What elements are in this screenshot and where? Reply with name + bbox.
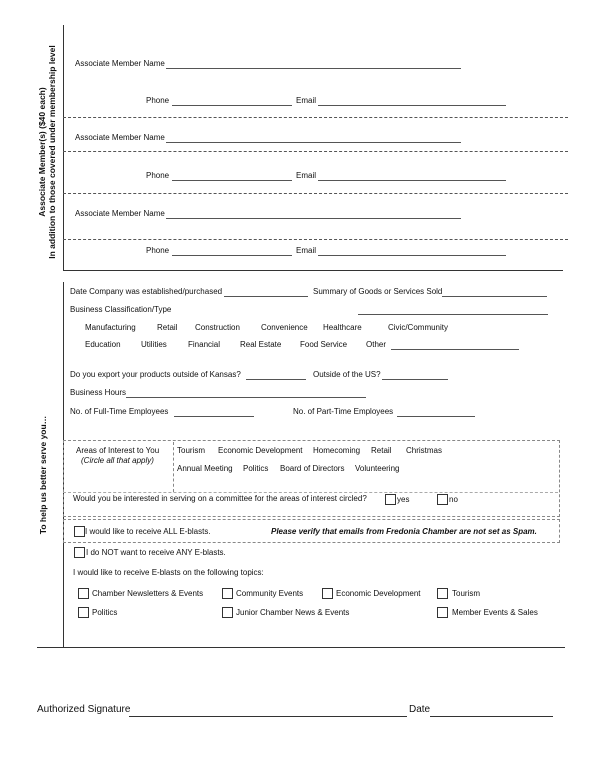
eblast-none-checkbox[interactable]	[74, 547, 85, 558]
topic-junior-chamber-checkbox[interactable]	[222, 607, 233, 618]
signature-date-field[interactable]	[430, 716, 553, 717]
member-name-field-2[interactable]	[166, 142, 461, 143]
export-us-label: Outside of the US?	[313, 370, 381, 379]
committee-no-checkbox[interactable]	[437, 494, 448, 505]
signature-date-label: Date	[409, 704, 431, 715]
email-field-3[interactable]	[318, 255, 506, 256]
classification-healthcare[interactable]: Healthcare	[323, 323, 362, 332]
topic-junior-chamber-label: Junior Chamber News & Events	[236, 608, 350, 617]
interest-volunteering[interactable]: Volunteering	[355, 464, 400, 473]
summary-field-2[interactable]	[358, 314, 548, 315]
classification-utilities[interactable]: Utilities	[141, 340, 167, 349]
spam-note: Please verify that emails from Fredonia Chamber are not set as Spam.	[271, 527, 537, 536]
summary-label: Summary of Goods or Services Sold	[313, 287, 443, 296]
phone-field-3[interactable]	[172, 255, 292, 256]
phone-label-1: Phone	[146, 96, 170, 105]
classification-education[interactable]: Education	[85, 340, 121, 349]
serve-side-label: To help us better serve you…	[38, 415, 48, 535]
summary-field-1[interactable]	[442, 296, 547, 297]
phone-field-1[interactable]	[172, 105, 292, 106]
date-established-field[interactable]	[224, 296, 308, 297]
interest-box-row-divider	[63, 492, 558, 493]
topic-chamber-newsletters-checkbox[interactable]	[78, 588, 89, 599]
classification-manufacturing[interactable]: Manufacturing	[85, 323, 136, 332]
signature-label: Authorized Signature	[37, 704, 131, 715]
topic-tourism-checkbox[interactable]	[437, 588, 448, 599]
phone-label-3: Phone	[146, 246, 170, 255]
date-established-label: Date Company was established/purchased	[70, 287, 223, 296]
classification-civic-community[interactable]: Civic/Community	[388, 323, 449, 332]
interest-board-of-directors[interactable]: Board of Directors	[280, 464, 345, 473]
phone-field-2[interactable]	[172, 180, 292, 181]
member-divider-2b	[63, 193, 568, 194]
associate-side-label-line2: In addition to those covered under membership level	[47, 45, 57, 259]
interest-retail[interactable]: Retail	[371, 446, 392, 455]
email-label-1: Email	[296, 96, 317, 105]
classification-food-service[interactable]: Food Service	[300, 340, 348, 349]
email-field-2[interactable]	[318, 180, 506, 181]
interest-annual-meeting[interactable]: Annual Meeting	[177, 464, 233, 473]
eblast-all-label: I would like to receive ALL E-blasts.	[85, 527, 211, 536]
part-time-field[interactable]	[397, 416, 475, 417]
classification-retail[interactable]: Retail	[157, 323, 178, 332]
interest-tourism[interactable]: Tourism	[177, 446, 206, 455]
member-name-label-3: Associate Member Name	[75, 209, 165, 218]
classification-other-field[interactable]	[391, 349, 519, 350]
interest-box-divider	[173, 442, 174, 492]
serve-section-bottom-border	[37, 647, 565, 648]
interest-christmas[interactable]: Christmas	[406, 446, 443, 455]
full-time-field[interactable]	[174, 416, 254, 417]
member-name-label-1: Associate Member Name	[75, 59, 165, 68]
committee-yes-checkbox[interactable]	[385, 494, 396, 505]
committee-no-label: no	[449, 495, 458, 504]
member-divider-3	[63, 239, 568, 240]
classification-construction[interactable]: Construction	[195, 323, 240, 332]
export-kansas-field[interactable]	[246, 379, 306, 380]
interest-homecoming[interactable]: Homecoming	[313, 446, 361, 455]
full-time-label: No. of Full-Time Employees	[70, 407, 169, 416]
eblast-all-checkbox[interactable]	[74, 526, 85, 537]
eblast-none-label: I do NOT want to receive ANY E-blasts.	[86, 548, 226, 557]
topic-politics-checkbox[interactable]	[78, 607, 89, 618]
business-hours-field[interactable]	[126, 397, 366, 398]
topic-economic-development-checkbox[interactable]	[322, 588, 333, 599]
member-name-field-1[interactable]	[166, 68, 461, 69]
classification-convenience[interactable]: Convenience	[261, 323, 308, 332]
interest-politics[interactable]: Politics	[243, 464, 269, 473]
topic-tourism-label: Tourism	[452, 589, 481, 598]
topic-economic-development-label: Economic Development	[336, 589, 421, 598]
topic-community-events-label: Community Events	[236, 589, 304, 598]
export-us-field[interactable]	[382, 379, 448, 380]
associate-side-label-line1: Associate Member(s) ($40 each)	[37, 87, 47, 217]
topic-member-events-checkbox[interactable]	[437, 607, 448, 618]
committee-question: Would you be interested in serving on a committee for the areas of interest circled?	[73, 494, 367, 503]
signature-field[interactable]	[129, 716, 407, 717]
business-hours-label: Business Hours	[70, 388, 127, 397]
classification-other[interactable]: Other	[366, 340, 387, 349]
topic-member-events-label: Member Events & Sales	[452, 608, 538, 617]
classification-real-estate[interactable]: Real Estate	[240, 340, 282, 349]
committee-yes-label: yes	[397, 495, 410, 504]
phone-label-2: Phone	[146, 171, 170, 180]
email-label-3: Email	[296, 246, 317, 255]
interest-label: Areas of Interest to You	[76, 446, 160, 455]
topic-community-events-checkbox[interactable]	[222, 588, 233, 599]
associate-side-label	[37, 42, 57, 262]
member-divider-1	[63, 117, 568, 118]
member-name-label-2: Associate Member Name	[75, 133, 165, 142]
topic-politics-label: Politics	[92, 608, 118, 617]
interest-sublabel: (Circle all that apply)	[81, 456, 154, 465]
associate-section-left-border	[63, 25, 64, 270]
associate-section-bottom-border	[63, 270, 563, 271]
interest-economic-development[interactable]: Economic Development	[218, 446, 303, 455]
email-field-1[interactable]	[318, 105, 506, 106]
eblast-topics-intro: I would like to receive E-blasts on the following topics:	[73, 568, 264, 577]
part-time-label: No. of Part-Time Employees	[293, 407, 394, 416]
member-divider-2a	[63, 151, 568, 152]
export-kansas-label: Do you export your products outside of Kansas?	[70, 370, 241, 379]
topic-chamber-newsletters-label: Chamber Newsletters & Events	[92, 589, 204, 598]
classification-financial[interactable]: Financial	[188, 340, 221, 349]
member-name-field-3[interactable]	[166, 218, 461, 219]
classification-label: Business Classification/Type	[70, 305, 172, 314]
email-label-2: Email	[296, 171, 317, 180]
